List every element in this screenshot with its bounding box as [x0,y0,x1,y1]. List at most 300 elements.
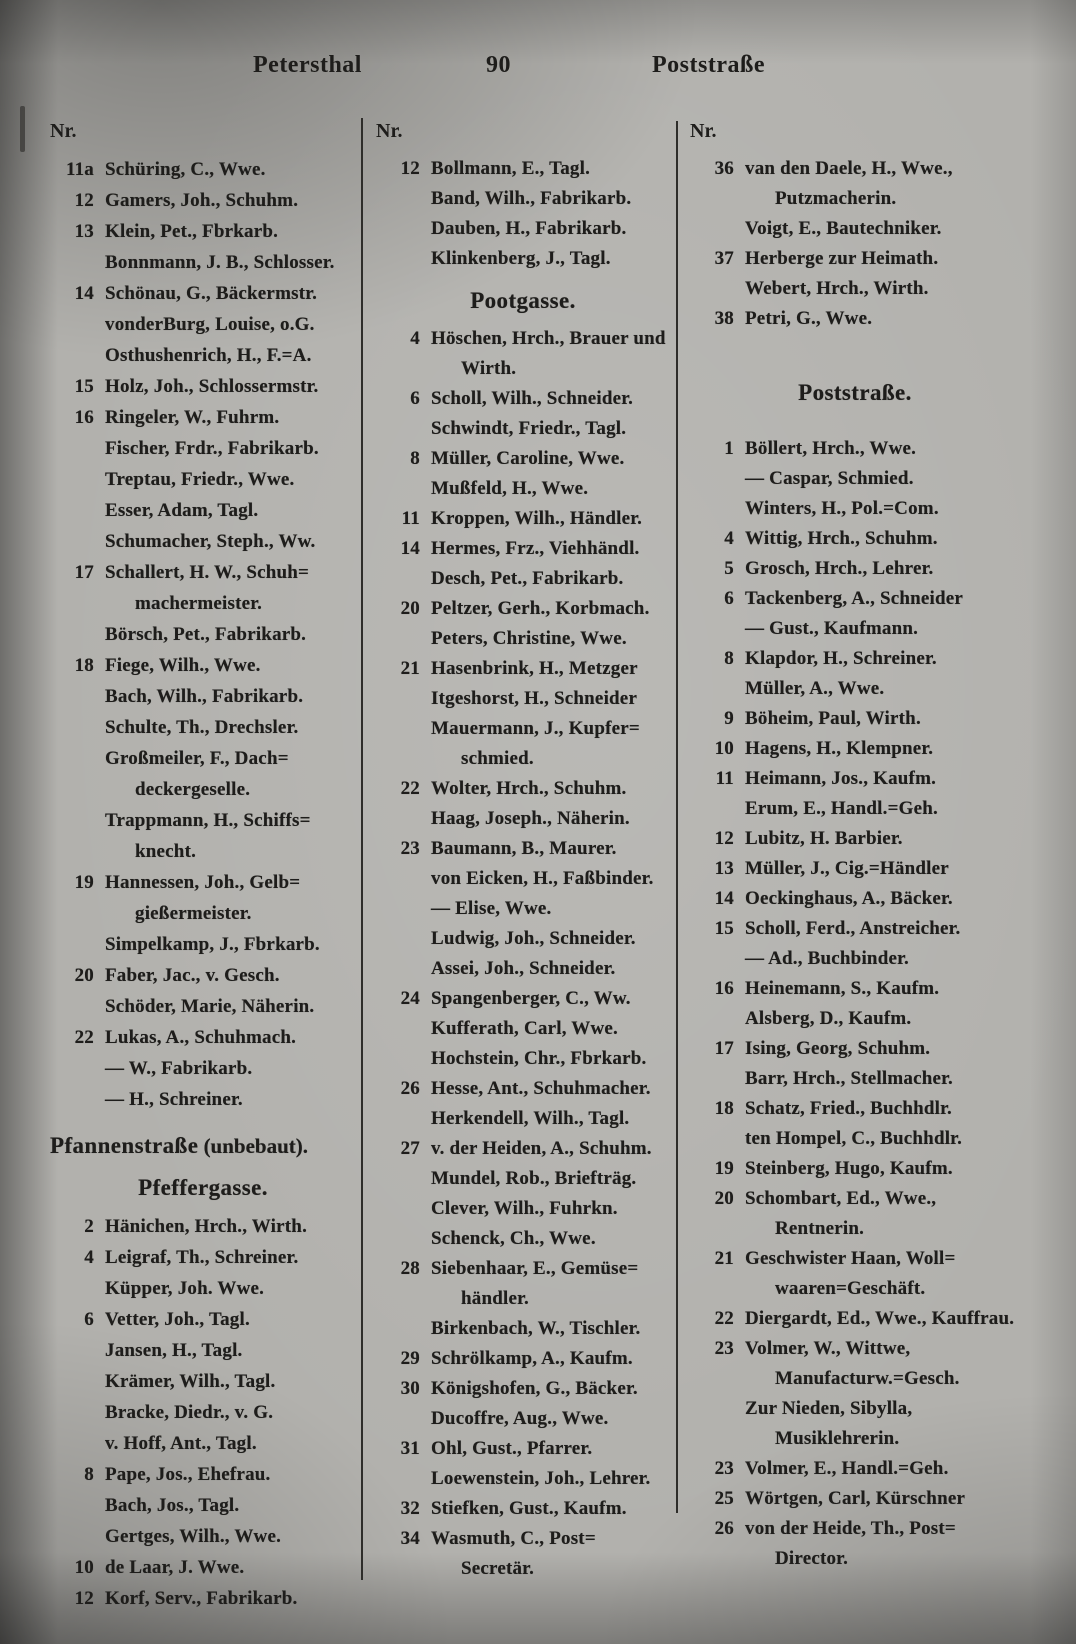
house-number: 21 [400,658,420,679]
resident-entry: Ohl, Gust., Pfarrer. [431,1438,593,1459]
house-number: 12 [74,190,94,211]
house-number [50,247,105,278]
resident-entry: Schallert, H. W., Schuh= machermeister. [105,562,310,614]
directory-row [376,1464,670,1494]
directory-row [690,1064,1020,1094]
directory-row [690,304,1020,334]
house-number: 13 [714,858,734,879]
column-divider-right [676,121,678,1513]
directory-row [376,1014,670,1044]
house-number [690,944,745,974]
resident-entry: Spangenberger, C., Ww. [431,988,631,1009]
directory-row [376,984,670,1014]
directory-row [376,684,670,714]
resident-entry: Desch, Pet., Fabrikarb. [431,568,624,589]
directory-row [50,991,356,1022]
house-number: 14 [74,283,94,304]
directory-row [376,1494,670,1524]
directory-row [50,1583,356,1614]
directory-row [376,624,670,654]
directory-row [376,244,670,274]
resident-entry: Loewenstein, Joh., Lehrer. [431,1468,651,1489]
resident-entry: Gertges, Wilh., Wwe. [105,1526,282,1547]
house-number [690,1394,745,1454]
resident-entry: Vetter, Joh., Tagl. [105,1309,250,1330]
directory-row [376,414,670,444]
directory-row [690,1034,1020,1064]
resident-entry: Stiefken, Gust., Kaufm. [431,1498,627,1519]
resident-entry: Itgeshorst, H., Schneider [431,688,638,709]
house-number [50,1490,105,1521]
resident-entry: von der Heide, Th., Post= Director. [745,1518,956,1569]
house-number [690,214,745,244]
resident-entry: Mauermann, J., Kupfer= schmied. [431,718,640,769]
house-number [50,1397,105,1428]
house-number [50,929,105,960]
directory-row [376,474,670,504]
house-number: 21 [714,1248,734,1269]
directory-row [690,554,1020,584]
house-number [50,991,105,1022]
house-number [376,924,431,954]
directory-row [690,1244,1020,1304]
directory-row [50,433,356,464]
column-divider-left [361,118,363,1580]
house-number: 22 [714,1308,734,1329]
house-number [376,184,431,214]
house-number: 15 [714,918,734,939]
directory-row [376,444,670,474]
house-number [50,433,105,464]
directory-column-1 [50,116,356,1614]
house-number: 6 [724,588,734,609]
resident-entry: Müller, J., Cig.=Händler [745,858,949,879]
resident-entry: Diergardt, Ed., Wwe., Kauffrau. [745,1308,1015,1329]
resident-entry: Schulte, Th., Drechsler. [105,717,299,738]
house-number: 25 [714,1488,734,1509]
house-number [50,805,105,867]
resident-entry: Assei, Joh., Schneider. [431,958,616,979]
directory-row [376,1044,670,1074]
resident-entry: Alsberg, D., Kaufm. [745,1008,912,1029]
directory-row [376,954,670,984]
directory-row [50,247,356,278]
resident-entry: Ludwig, Joh., Schneider. [431,928,636,949]
directory-row [690,524,1020,554]
house-number: 38 [714,308,734,329]
house-number: 20 [400,598,420,619]
resident-entry: Kroppen, Wilh., Händler. [431,508,643,529]
directory-row [50,1552,356,1583]
resident-entry: Trappmann, H., Schiffs= knecht. [105,810,311,862]
house-number [690,464,745,494]
house-number [50,619,105,650]
directory-row [690,854,1020,884]
directory-row [690,1454,1020,1484]
house-number: 24 [400,988,420,1009]
resident-entry: Mundel, Rob., Briefträg. [431,1168,637,1189]
directory-row [376,564,670,594]
nr-column-label: Nr. [376,120,403,142]
house-number: 26 [400,1078,420,1099]
resident-entry: Höschen, Hrch., Brauer und Wirth. [431,328,666,379]
house-number [50,309,105,340]
directory-row [50,154,356,185]
resident-entry: Bollmann, E., Tagl. [431,158,591,179]
resident-entry: Müller, Caroline, Wwe. [431,448,625,469]
house-number [376,1164,431,1194]
house-number: 13 [74,221,94,242]
resident-entry: Klinkenberg, J., Tagl. [431,248,611,269]
house-number: 28 [400,1258,420,1279]
house-number: 4 [724,528,734,549]
house-number: 18 [74,655,94,676]
house-number: 6 [410,388,420,409]
house-number: 12 [714,828,734,849]
house-number [690,274,745,304]
house-number [690,1004,745,1034]
resident-entry: Scholl, Ferd., Anstreicher. [745,918,961,939]
directory-row [376,1104,670,1134]
resident-entry: Schönau, G., Bäckermstr. [105,283,318,304]
directory-row [690,494,1020,524]
resident-entry: Ducoffre, Aug., Wwe. [431,1408,609,1429]
resident-entry: Schumacher, Steph., Ww. [105,531,316,552]
directory-row [690,214,1020,244]
resident-entry: Bach, Jos., Tagl. [105,1495,240,1516]
resident-entry: Oeckinghaus, A., Bäcker. [745,888,953,909]
resident-entry: Böllert, Hrch., Wwe. [745,438,917,459]
directory-row [690,1094,1020,1124]
resident-entry: Schrölkamp, A., Kaufm. [431,1348,633,1369]
resident-entry: vonderBurg, Louise, o.G. [105,314,315,335]
scan-artifact [20,106,25,152]
resident-entry: Hasenbrink, H., Metzger [431,658,638,679]
directory-row [376,1374,670,1404]
resident-entry: Krämer, Wilh., Tagl. [105,1371,276,1392]
house-number [690,794,745,824]
resident-entry: Scholl, Wilh., Schneider. [431,388,634,409]
house-number: 11 [715,768,734,789]
house-number [376,244,431,274]
directory-row [50,867,356,929]
directory-row [376,594,670,624]
house-number [50,495,105,526]
street-heading [50,1131,356,1161]
resident-entry: van den Daele, H., Wwe., Putzmacherin. [745,158,953,209]
resident-entry: Band, Wilh., Fabrikarb. [431,188,632,209]
house-number [376,1224,431,1254]
resident-entry: v. Hoff, Ant., Tagl. [105,1433,257,1454]
resident-entry: Schüring, C., Wwe. [105,159,266,180]
resident-entry: Holz, Joh., Schlossermstr. [105,376,319,397]
directory-row [50,216,356,247]
house-number: 30 [400,1378,420,1399]
house-number: 19 [74,872,94,893]
resident-entry: Peltzer, Gerh., Korbmach. [431,598,650,619]
resident-entry: Fiege, Wilh., Wwe. [105,655,261,676]
house-number [50,1366,105,1397]
directory-row [376,1134,670,1164]
street-heading: Pootgasse. [470,288,576,313]
house-number [50,681,105,712]
resident-entry: Grosch, Hrch., Lehrer. [745,558,934,579]
directory-row [50,650,356,681]
directory-row [690,944,1020,974]
directory-row [690,584,1020,614]
resident-entry: Osthushenrich, H., F.=A. [105,345,312,366]
house-number [690,494,745,524]
directory-row [690,734,1020,764]
street-note: (unbebaut). [198,1134,309,1158]
house-number: 20 [714,1188,734,1209]
resident-entry: Herkendell, Wilh., Tagl. [431,1108,630,1129]
street-heading: Pfeffergasse. [138,1175,268,1200]
resident-entry: Erum, E., Handl.=Geh. [745,798,938,819]
resident-entry: — W., Fabrikarb. [105,1058,253,1079]
house-number: 22 [400,778,420,799]
directory-row [50,371,356,402]
house-number: 8 [724,648,734,669]
directory-row [376,1194,670,1224]
directory-row [50,1211,356,1242]
directory-row [376,384,670,414]
house-number [376,1044,431,1074]
resident-entry: Herberge zur Heimath. [745,248,939,269]
directory-row [690,1394,1020,1454]
directory-row [690,914,1020,944]
page-number: 90 [486,52,511,78]
resident-entry: Hänichen, Hrch., Wirth. [105,1216,308,1237]
house-number: 23 [714,1458,734,1479]
directory-row [50,1304,356,1335]
house-number: 11a [65,159,94,180]
resident-entry: Volmer, E., Handl.=Geh. [745,1458,949,1479]
house-number [50,1053,105,1084]
house-number [376,414,431,444]
directory-row [50,1084,356,1115]
house-number [376,1464,431,1494]
directory-row [376,924,670,954]
directory-row [376,214,670,244]
house-number [376,864,431,894]
directory-row [376,804,670,834]
resident-entry: Birkenbach, W., Tischler. [431,1318,641,1339]
house-number: 27 [400,1138,420,1159]
directory-row [376,894,670,924]
directory-row [690,1124,1020,1154]
house-number: 14 [400,538,420,559]
house-number [376,804,431,834]
resident-entry: Barr, Hrch., Stellmacher. [745,1068,953,1089]
resident-entry: Hermes, Frz., Viehhändl. [431,538,640,559]
page-header [0,52,1076,92]
resident-entry: Bach, Wilh., Fabrikarb. [105,686,304,707]
directory-row [690,244,1020,274]
house-number [376,564,431,594]
resident-entry: Pape, Jos., Ehefrau. [105,1464,271,1485]
resident-entry: Geschwister Haan, Woll= waaren=Geschäft. [745,1248,956,1299]
resident-entry: Schwindt, Friedr., Tagl. [431,418,627,439]
directory-row [50,1459,356,1490]
directory-row [376,1314,670,1344]
resident-entry: Dauben, H., Fabrikarb. [431,218,627,239]
directory-row [376,834,670,864]
resident-entry: Küpper, Joh. Wwe. [105,1278,265,1299]
house-number: 29 [400,1348,420,1369]
house-number: 12 [400,158,420,179]
directory-row [50,805,356,867]
house-number [50,340,105,371]
directory-row [690,674,1020,704]
directory-row [50,309,356,340]
resident-entry: Petri, G., Wwe. [745,308,873,329]
resident-entry: Treptau, Friedr., Wwe. [105,469,295,490]
resident-entry: Ringeler, W., Fuhrm. [105,407,280,428]
resident-entry: Webert, Hrch., Wirth. [745,278,929,299]
resident-entry: Gamers, Joh., Schuhm. [105,190,299,211]
directory-row [376,1344,670,1374]
directory-row [376,534,670,564]
resident-entry: Hagens, H., Klempner. [745,738,934,759]
directory-row [50,1242,356,1273]
resident-entry: Voigt, E., Bautechniker. [745,218,942,239]
directory-row [50,1053,356,1084]
resident-entry: v. der Heiden, A., Schuhm. [431,1138,652,1159]
house-number: 11 [401,508,420,529]
house-number: 23 [400,838,420,859]
resident-entry: Wolter, Hrch., Schuhm. [431,778,627,799]
directory-row [376,654,670,684]
directory-row [50,185,356,216]
resident-entry: Korf, Serv., Fabrikarb. [105,1588,298,1609]
header-street-right: Poststraße [652,52,765,78]
resident-entry: Winters, H., Pol.=Com. [745,498,939,519]
house-number [690,614,745,644]
directory-row [376,154,670,184]
resident-entry: Tackenberg, A., Schneider [745,588,964,609]
house-number: 5 [724,558,734,579]
resident-entry: Klein, Pet., Fbrkarb. [105,221,279,242]
house-number: 20 [74,965,94,986]
resident-entry: Fischer, Frdr., Fabrikarb. [105,438,319,459]
resident-entry: Wasmuth, C., Post= Secretär. [431,1528,596,1579]
resident-entry: Königshofen, G., Bäcker. [431,1378,638,1399]
resident-entry: Esser, Adam, Tagl. [105,500,259,521]
resident-entry: Hannessen, Joh., Gelb= gießermeister. [105,872,301,924]
house-number: 10 [74,1557,94,1578]
house-number [376,624,431,654]
resident-entry: Heinemann, S., Kaufm. [745,978,940,999]
house-number [376,954,431,984]
house-number: 32 [400,1498,420,1519]
directory-row [376,774,670,804]
directory-row [690,274,1020,304]
resident-entry: — Gust., Kaufmann. [745,618,919,639]
directory-row [50,1366,356,1397]
resident-entry: — Ad., Buchbinder. [745,948,909,969]
directory-row [50,464,356,495]
directory-row [50,619,356,650]
resident-entry: de Laar, J. Wwe. [105,1557,245,1578]
resident-entry: Bracke, Diedr., v. G. [105,1402,274,1423]
resident-entry: Peters, Christine, Wwe. [431,628,627,649]
resident-entry: Klapdor, H., Schreiner. [745,648,937,669]
house-number: 9 [724,708,734,729]
resident-entry: Faber, Jac., v. Gesch. [105,965,280,986]
house-number: 17 [714,1038,734,1059]
resident-entry: Ising, Georg, Schuhm. [745,1038,931,1059]
resident-entry: — H., Schreiner. [105,1089,243,1110]
resident-entry: Müller, A., Wwe. [745,678,885,699]
directory-row [690,1154,1020,1184]
resident-entry: Haag, Joseph., Näherin. [431,808,630,829]
directory-row [690,1334,1020,1394]
directory-row [690,464,1020,494]
directory-row [690,614,1020,644]
directory-row [690,764,1020,794]
resident-entry: Bonnmann, J. B., Schlosser. [105,252,335,273]
resident-entry: Lubitz, H. Barbier. [745,828,903,849]
house-number [690,674,745,704]
resident-entry: Schombart, Ed., Wwe., Rentnerin. [745,1188,937,1239]
nr-column-label: Nr. [50,120,77,142]
resident-entry: Hochstein, Chr., Fbrkarb. [431,1048,647,1069]
resident-entry: Zur Nieden, Sibylla, Musiklehrerin. [745,1398,913,1449]
house-number: 37 [714,248,734,269]
resident-entry: von Eicken, H., Faßbinder. [431,868,654,889]
directory-row [50,526,356,557]
house-number [376,474,431,504]
house-number: 1 [724,438,734,459]
house-number [690,1124,745,1154]
house-number [376,214,431,244]
house-number: 18 [714,1098,734,1119]
resident-entry: Kufferath, Carl, Wwe. [431,1018,618,1039]
directory-row [376,1434,670,1464]
directory-row [50,1521,356,1552]
house-number [376,1194,431,1224]
house-number [50,1273,105,1304]
house-number [690,1064,745,1094]
directory-row [376,184,670,214]
resident-entry: Clever, Wilh., Fuhrkn. [431,1198,618,1219]
directory-row [376,1524,670,1584]
directory-row [376,864,670,894]
resident-entry: ten Hompel, C., Buchhdlr. [745,1128,963,1149]
resident-entry: Schenck, Ch., Wwe. [431,1228,596,1249]
directory-row [50,278,356,309]
directory-row [376,714,670,774]
directory-row [690,974,1020,1004]
house-number [50,712,105,743]
resident-entry: Baumann, B., Maurer. [431,838,617,859]
house-number: 36 [714,158,734,179]
resident-entry: Mußfeld, H., Wwe. [431,478,589,499]
directory-row [50,495,356,526]
house-number [50,743,105,805]
house-number [50,526,105,557]
house-number [50,1335,105,1366]
house-number: 2 [84,1216,94,1237]
resident-entry: Schatz, Fried., Buchhdlr. [745,1098,952,1119]
house-number [376,1404,431,1434]
resident-entry: Hesse, Ant., Schuhmacher. [431,1078,651,1099]
directory-row [50,1022,356,1053]
directory-row [376,1254,670,1314]
house-number [376,714,431,774]
directory-row [50,402,356,433]
